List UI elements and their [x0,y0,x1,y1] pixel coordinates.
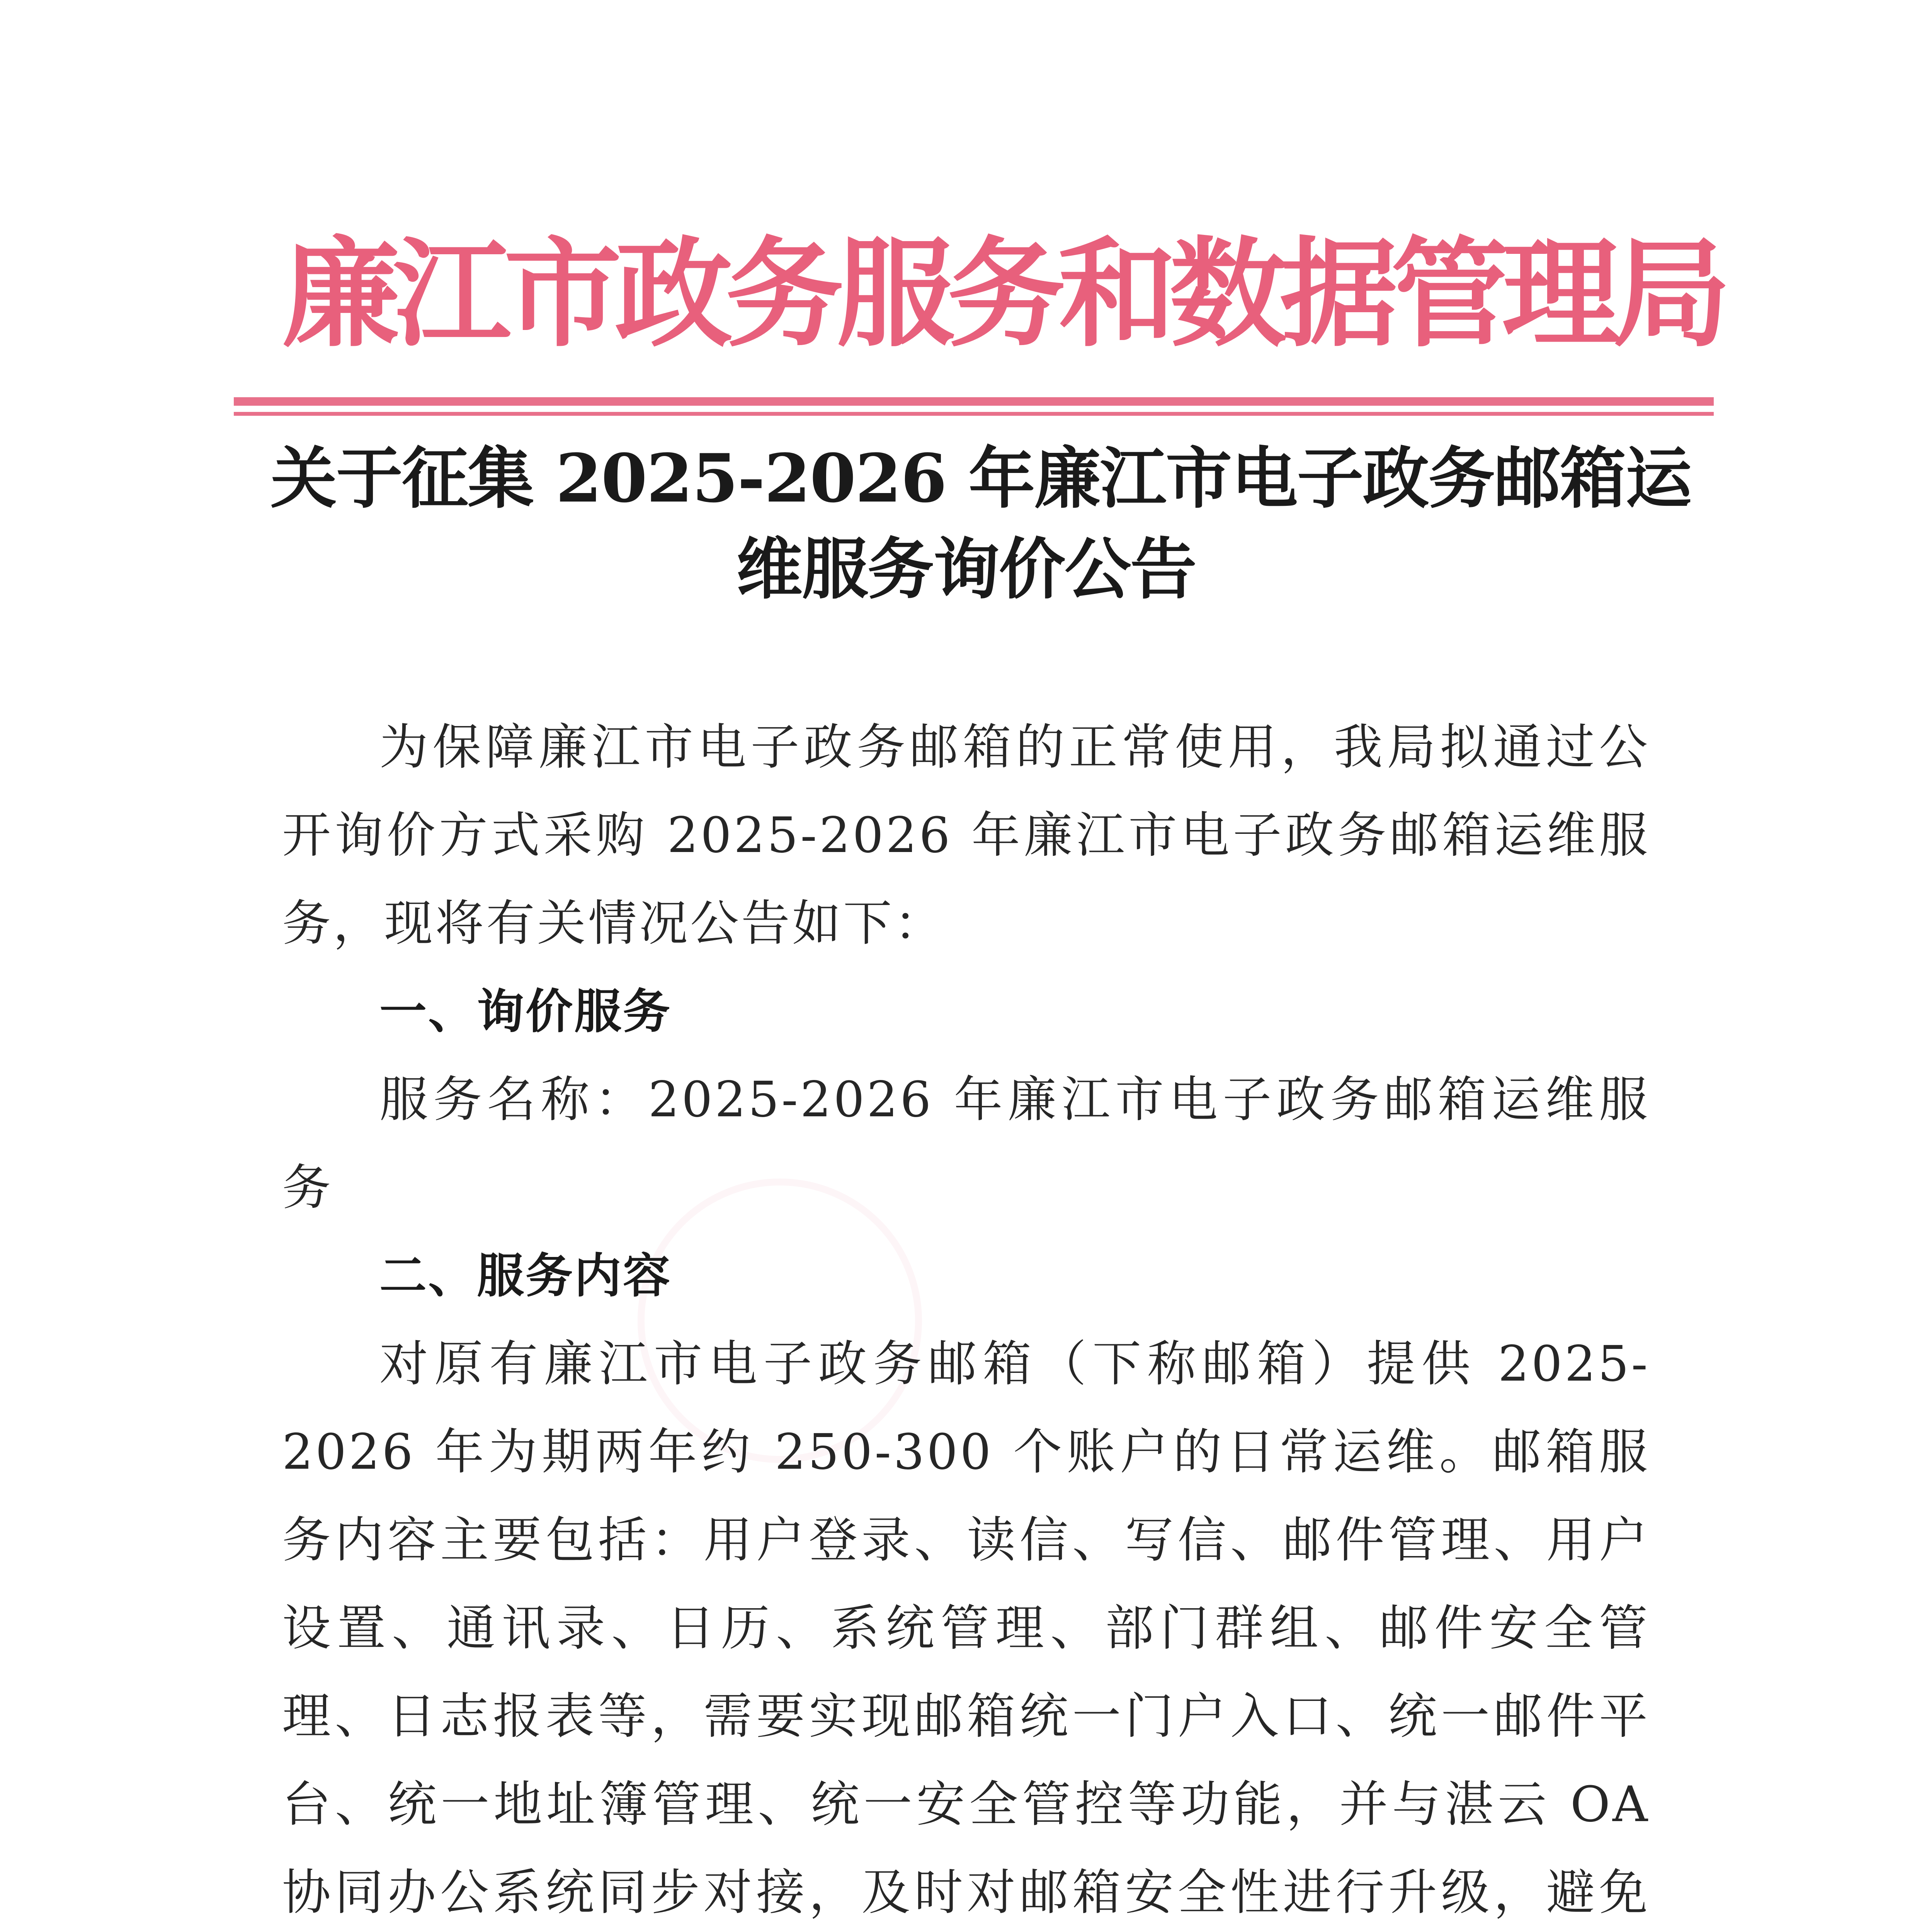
section-2-heading: 二、服务内容 [379,1248,672,1303]
organization-header: 廉江市政务服务和数据管理局 [282,224,1724,363]
service-name-line: 服务名称：2025-2026 年廉江市电子政务邮箱运维服务 [282,1071,1650,1216]
notice-title [270,433,1691,614]
intro-paragraph: 为保障廉江市电子政务邮箱的正常使用，我局拟通过公开询价方式采购 2025-2026 年廉江市电子政务邮箱运维服务，现将有关情况公告如下： [282,719,1650,952]
service-content-paragraph: 对原有廉江市电子政务邮箱（下称邮箱）提供 2025-2026 年为期两年约 250-300 个账户的日常运维。邮箱服务内容主要包括：用户登录、读信、写信、邮件管理、用户设置、通讯录、日历、系统管理、部门群组、邮件安全管理、日志报表等，需要实现邮箱统一门户入口、统一邮件平台、统一地址簿管理、统一安全管控等功能，并与湛云 OA 协同办公系统同步对接，及时对邮箱安全性进行升级，避免 [282,1335,1650,1921]
notice-title-line-1: 关于征集 2025-2026 年廉江市电子政务邮箱运 [270,439,1691,517]
section-1-heading: 一、询价服务 [379,984,672,1039]
notice-title-line-2: 维服务询价公告 [736,530,1196,608]
header-red-rule-thick [234,397,1714,406]
header-red-rule-thin [234,412,1714,416]
notice-body [282,703,1650,1932]
